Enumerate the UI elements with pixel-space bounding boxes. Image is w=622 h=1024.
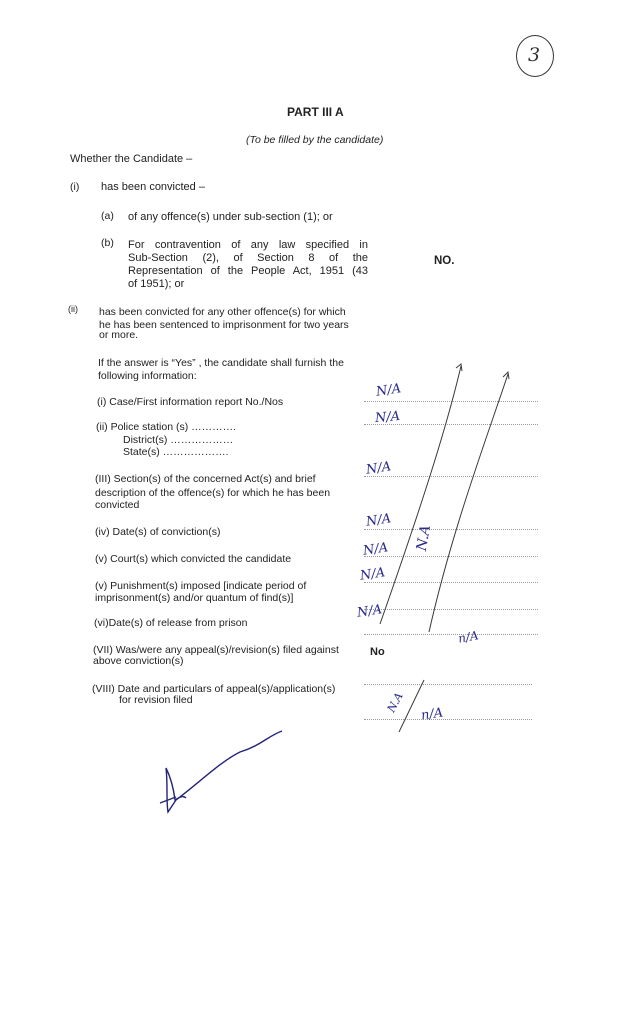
item-ii-police-label: (ii) Police station (s) …………. [96,421,237,433]
q1b-line-2: Sub-Section (2), of Section 8 of the [128,252,368,264]
handwritten-na: N/A [356,602,384,621]
handwritten-na: N.A [413,523,435,553]
item-vi-label: (vi)Date(s) of release from prison [94,617,248,629]
q1b-number: (b) [101,237,114,249]
handwritten-na: N/A [359,565,387,584]
if-yes-line-2: following information: [98,370,197,382]
handwritten-na: N/A [375,381,403,400]
item-ii-state-label: State(s) ………………. [123,446,229,458]
intro-text: Whether the Candidate – [70,153,193,165]
q1b-line-1: For contravention of any law specified in [128,239,368,251]
item-v-label: (v) Court(s) which convicted the candidate [95,553,292,565]
item-i-label: (i) Case/First information report No./Nos [97,396,284,408]
q2-line-1: has been convicted for any other offence(s) for which [99,306,346,318]
strike-line-left [380,366,461,624]
item-iii-line-2: description of the offence(s) for which he has been [95,487,331,499]
handwritten-na: N/A [365,511,393,530]
item-iii-line-1: (III) Section(s) of the concerned Act(s) and brief [95,473,316,485]
item-viii-line-2: for revision filed [119,694,193,706]
item-vii-answer: No [370,646,385,658]
q1a-number: (a) [101,210,114,222]
item-iv-label: (iv) Date(s) of conviction(s) [95,526,221,538]
handwritten-na: n/A [420,705,445,724]
strike-line-bottom [399,680,424,732]
handwritten-na: N/A [374,408,401,427]
q2-number: (ii) [68,304,78,314]
page-title: PART III A [287,105,344,119]
q2-line-3: or more. [99,329,139,341]
handwritten-na: n/A [456,628,480,646]
item-iii-line-3: convicted [95,499,140,511]
handwritten-na: N/A [365,459,393,478]
q1-answer: NO. [434,255,455,267]
q2-line-2: he has been sentenced to imprisonment for two years [99,319,349,331]
item-vii-line-2: above conviction(s) [93,655,184,667]
handwritten-na: N.A [384,690,406,715]
handwritten-na: N/A [362,540,390,559]
q1-number: (i) [70,181,80,193]
item-vii-line-1: (VII) Was/were any appeal(s)/revision(s) filed against [93,644,339,656]
item-v2-line-2: imprisonment(s) and/or quantum of find(s)] [95,592,294,604]
page-subtitle: (To be filled by the candidate) [246,134,384,146]
q1-text: has been convicted – [101,181,205,193]
q1b-line-4: of 1951); or [128,278,185,290]
item-ii-district-label: District(s) ……………… [123,434,234,446]
q1b-line-3: Representation of the People Act, 1951 (43 [128,265,368,277]
item-viii-line-1: (VIII) Date and particulars of appeal(s)/application(s) [92,683,336,695]
strike-line-right [429,374,508,632]
signature-stroke [166,731,282,812]
if-yes-line-1: If the answer is “Yes” , the candidate shall furnish the [98,357,344,369]
q1a-text: of any offence(s) under sub-section (1); or [128,211,333,223]
item-v2-line-1: (v) Punishment(s) imposed [indicate period of [95,580,307,592]
page-number-text: 3 [528,44,541,66]
